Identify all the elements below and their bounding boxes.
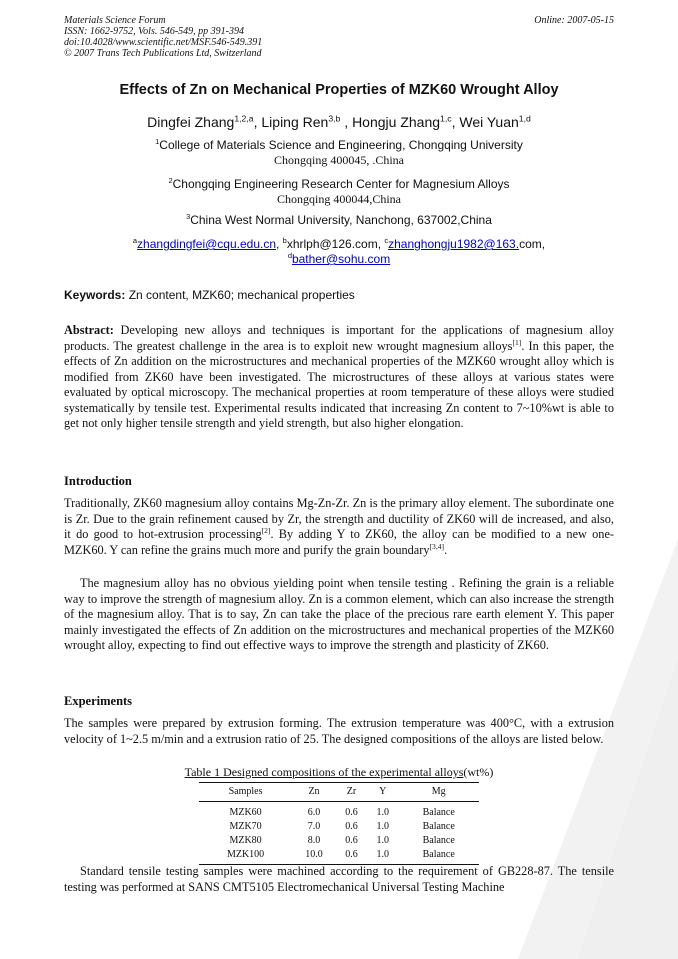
affiliation-3 [0, 213, 678, 228]
author-name: Liping Ren [261, 114, 329, 130]
composition-table [199, 782, 479, 865]
affiliation-1 [0, 138, 678, 168]
affiliation-sup: 2 [168, 176, 173, 185]
table-cell: 1.0 [367, 847, 398, 865]
abstract-label: Abstract: [64, 323, 114, 337]
author-sup: 1,c [440, 113, 452, 124]
table-header-row [199, 783, 479, 802]
affiliation-line: College of Materials Science and Engineering, Chongqing University [159, 138, 523, 152]
affiliation-2 [0, 177, 678, 207]
table-cell: 10.0 [292, 847, 336, 865]
table-cell: Balance [398, 847, 479, 865]
table-cell: MZK80 [229, 834, 262, 846]
table-cell: MZK70 [229, 820, 262, 832]
keywords-label: Keywords: [64, 288, 126, 302]
issn-line: ISSN: 1662-9752, Vols. 546-549, pp 391-394 [64, 26, 244, 37]
table-cell: 1.0 [376, 806, 390, 818]
paragraph-text: . By adding Y to ZK60, the alloy can be modified to a new one-MZK60. Y can refine the grains much more and purify the grain boundary [64, 527, 614, 557]
affiliation-city: Chongqing 400045, .China [273, 153, 404, 167]
affiliation-city: Chongqing 400044,China [276, 192, 401, 206]
author-sup: 1,2,a [234, 113, 254, 124]
abstract-text: . In this paper, the effects of Zn addition on the microstructures and mechanical properties of the MZK60 wrought alloy which is modified from ZK60 have been investigated. The microstructures of these alloys at various states were evaluated by optical microscopy. The mechanical properties at room temperature of these alloys were studied systematically by tensile test. Experimental results indicated that increasing Zn content to 7~10%wt is able to get not only higher tensile strength and yield strength, but also higher elongation. [64, 338, 614, 430]
table-cell: 1.0 [376, 834, 390, 846]
keywords [64, 288, 355, 302]
affiliation-line: China West Normal University, Nanchong, 637002,China [190, 213, 492, 227]
author-name: Wei Yuan [459, 114, 519, 130]
email-c-suffix: com, [519, 237, 546, 251]
table-header-cell: Y [367, 783, 398, 802]
author-name: Dingfei Zhang [147, 114, 235, 130]
author-sup: 1,d [518, 113, 531, 124]
affiliation-sup: 1 [155, 137, 160, 146]
experiments-paragraph-2: Standard tensile testing samples were machined according to the requirement of GB228-87. The tensile testing was performed at SANS CMT5105 Electromechanical Universal Testing Machine [64, 864, 614, 894]
paragraph-text: Traditionally, ZK60 magnesium alloy contains Mg-Zn-Zr. Zn is the primary alloy element. The subordinate one is Zr. Due to the grain refinement caused by Zr, the strength and ductility of ZK60 will de increased, and also, it do good to hot-extrusion processing [64, 496, 614, 541]
doi-line: doi:10.4028/www.scientific.net/MSF.546-549.391 [64, 37, 263, 48]
paragraph-text: . [444, 542, 448, 557]
table-cell: Balance [422, 820, 455, 832]
table-cell: 6.0 [307, 806, 321, 818]
table-cell: 0.6 [345, 834, 358, 846]
email-link-c[interactable]: zhanghongju1982@163. [388, 237, 520, 251]
table-cell: 0.6 [345, 820, 358, 832]
table-header-cell: Samples [199, 783, 292, 802]
journal-name: Materials Science Forum [64, 15, 166, 26]
table-header-cell: Mg [398, 783, 479, 802]
citation: [2] [261, 525, 271, 535]
section-heading-introduction: Introduction [64, 474, 132, 488]
abstract-text: Developing new alloys and techniques is important for the applications of magnesium alloy products. The greatest challenge in the area is to exploit new wrought magnesium alloys [64, 323, 614, 353]
citation: [3,4] [429, 541, 445, 551]
table-header-cell: Zr [336, 783, 367, 802]
email-line-1: $^a$zhangdingfei@cqu.edu.cn, $^b$xhrlph@126.com, $^c$zhanghongju1982@163.com, [132, 236, 546, 251]
author-name: Hongju Zhang [352, 114, 441, 130]
keywords-text: Zn content, MZK60; mechanical properties [128, 288, 355, 302]
email-link-d[interactable]: bather@sohu.com [291, 252, 391, 266]
copyright-line: © 2007 Trans Tech Publications Ltd, Switzerland [64, 48, 262, 59]
author-sup: 3,b [328, 113, 341, 124]
table-row [199, 833, 479, 847]
table-cell: 7.0 [307, 820, 321, 832]
affiliation-sup: 3 [186, 212, 191, 221]
intro-paragraph-2: The magnesium alloy has no obvious yielding point when tensile testing . Refining the grain is a reliable way to improve the strength of magnesium alloy. Zn is a common element, which can also increase the strength of the magnesium alloy. That is to say, Zn can take the place of the precious rare earth element Y. This paper mainly investigated the effects of Zn addition on the microstructures and mechanical properties of the MZK60 wrought alloy, expecting to find out effective ways to improve the strength and plasticity of ZK60. [64, 576, 614, 652]
online-date: Online: 2007-05-15 [534, 15, 614, 26]
table-cell: MZK60 [229, 806, 262, 818]
table-cell: 0.6 [345, 806, 358, 818]
table-cell: Balance [422, 806, 455, 818]
table-cell: MZK100 [199, 847, 292, 865]
email-b: xhrlph@126.com [286, 237, 378, 251]
experiments-paragraph-1: The samples were prepared by extrusion forming. The extrusion temperature was 400°C, with a extrusion velocity of 1~2.5 m/min and a extrusion ratio of 25. The designed compositions of the alloys are listed below. [64, 716, 614, 746]
affiliation-line: Chongqing Engineering Research Center for Magnesium Alloys [172, 177, 510, 191]
table-caption-text: Table 1 Designed compositions of the experimental alloys [184, 765, 464, 779]
table-caption-unit: (wt%) [463, 765, 494, 779]
table-row [199, 802, 479, 820]
journal-header [64, 15, 262, 59]
table-row [199, 847, 479, 865]
paper-title: Effects of Zn on Mechanical Properties of MZK60 Wrought Alloy [119, 82, 559, 98]
publisher-watermark-logo [458, 539, 678, 959]
citation: [1] [512, 337, 522, 347]
table-row [199, 819, 479, 833]
table-cell: 1.0 [376, 820, 390, 832]
email-line-2: $^d$bather@sohu.com [287, 251, 391, 266]
table-header-cell: Zn [292, 783, 336, 802]
author-list: Dingfei Zhang$^{1,2,a}$, Liping Ren$^{3,b}$ , Hongju Zhang$^{1,c}$, Wei Yuan$^{1,d}$ [147, 113, 531, 130]
table-cell: 0.6 [336, 847, 367, 865]
abstract [64, 323, 614, 432]
email-link-a[interactable]: zhangdingfei@cqu.edu.cn [137, 237, 276, 251]
table-cell: 8.0 [307, 834, 321, 846]
section-heading-experiments: Experiments [64, 694, 133, 708]
table-cell: Balance [422, 834, 455, 846]
